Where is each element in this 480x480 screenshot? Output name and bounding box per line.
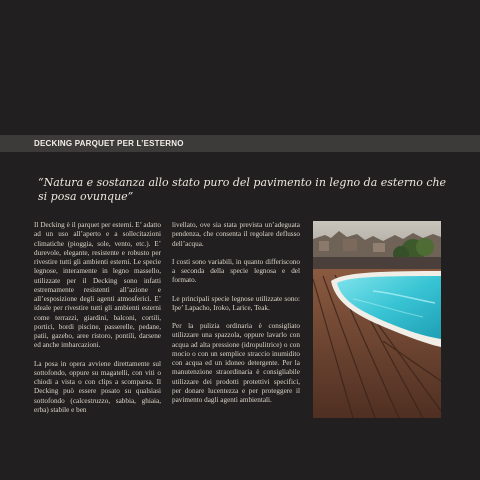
paragraph: livellato, ove sia stata prevista un’adeguata pendenza, che consenta il regolare deflusso dell’acqua.	[172, 221, 300, 248]
paragraph: Per la pulizia ordinaria è consigliato utilizzare una spazzola, oppure lavarlo con acqua ad alta pressione (idropulitrice) o con mocio o con un semplice straccio inumidito con acqua ed un idoneo detergente. Per la manutenzione straordinaria è consigliabile utilizzare dei prodotti protettivi specifici, per donare lucentezza e per proteggere il pavimento dagli agenti ambientali.	[172, 322, 300, 404]
decking-pool-photo	[313, 221, 441, 418]
text-column-middle	[172, 221, 300, 414]
top-dark-area	[0, 0, 480, 135]
text-column-left	[34, 221, 161, 424]
paragraph: Le principali specie legnose utilizzate sono: Ipe’ Lapacho, Iroko, Larice, Teak.	[172, 294, 300, 312]
paragraph: I costi sono variabili, in quanto differiscono a seconda della specie legnosa e del formato.	[172, 257, 300, 285]
photo-illustration	[313, 221, 441, 418]
paragraph: La posa in opera avviene direttamente sul sottofondo, oppure su magatelli, con viti o chiodi a vista o con clips a scomparsa. Il Decking può essere posato su qualsiasi sottofondo (calcestruzzo, sabbia, ghiaia, erba) stabile e ben	[34, 359, 161, 414]
paragraph: Il Decking è il parquet per esterni. E’ adatto ad un uso all’aperto e a sollecitazioni climatiche (pioggia, sole, vento, etc.). E’ durevole, elegante, resistente e robusto per rivestire tutti gli ambienti esterni. Le specie legnose, interamente in legno massello, utilizzate per il Decking sono infatti estremamente resistenti all’azione e all’esposizione degli agenti atmosferici. E’ ideale per rivestire tutti gli ambienti esterni come terrazzi, giardini, balconi, cortili, portici, bordi piscine, passerelle, pedane, patii, gazebo, aree ristoro, pontili, darsene ed anche imbarcazioni.	[34, 221, 161, 350]
pull-quote: “Natura e sostanza allo stato puro del pavimento in legno da esterno che si posa ovunque”	[38, 176, 447, 203]
section-title: DECKING PARQUET PER L’ESTERNO	[34, 139, 184, 148]
